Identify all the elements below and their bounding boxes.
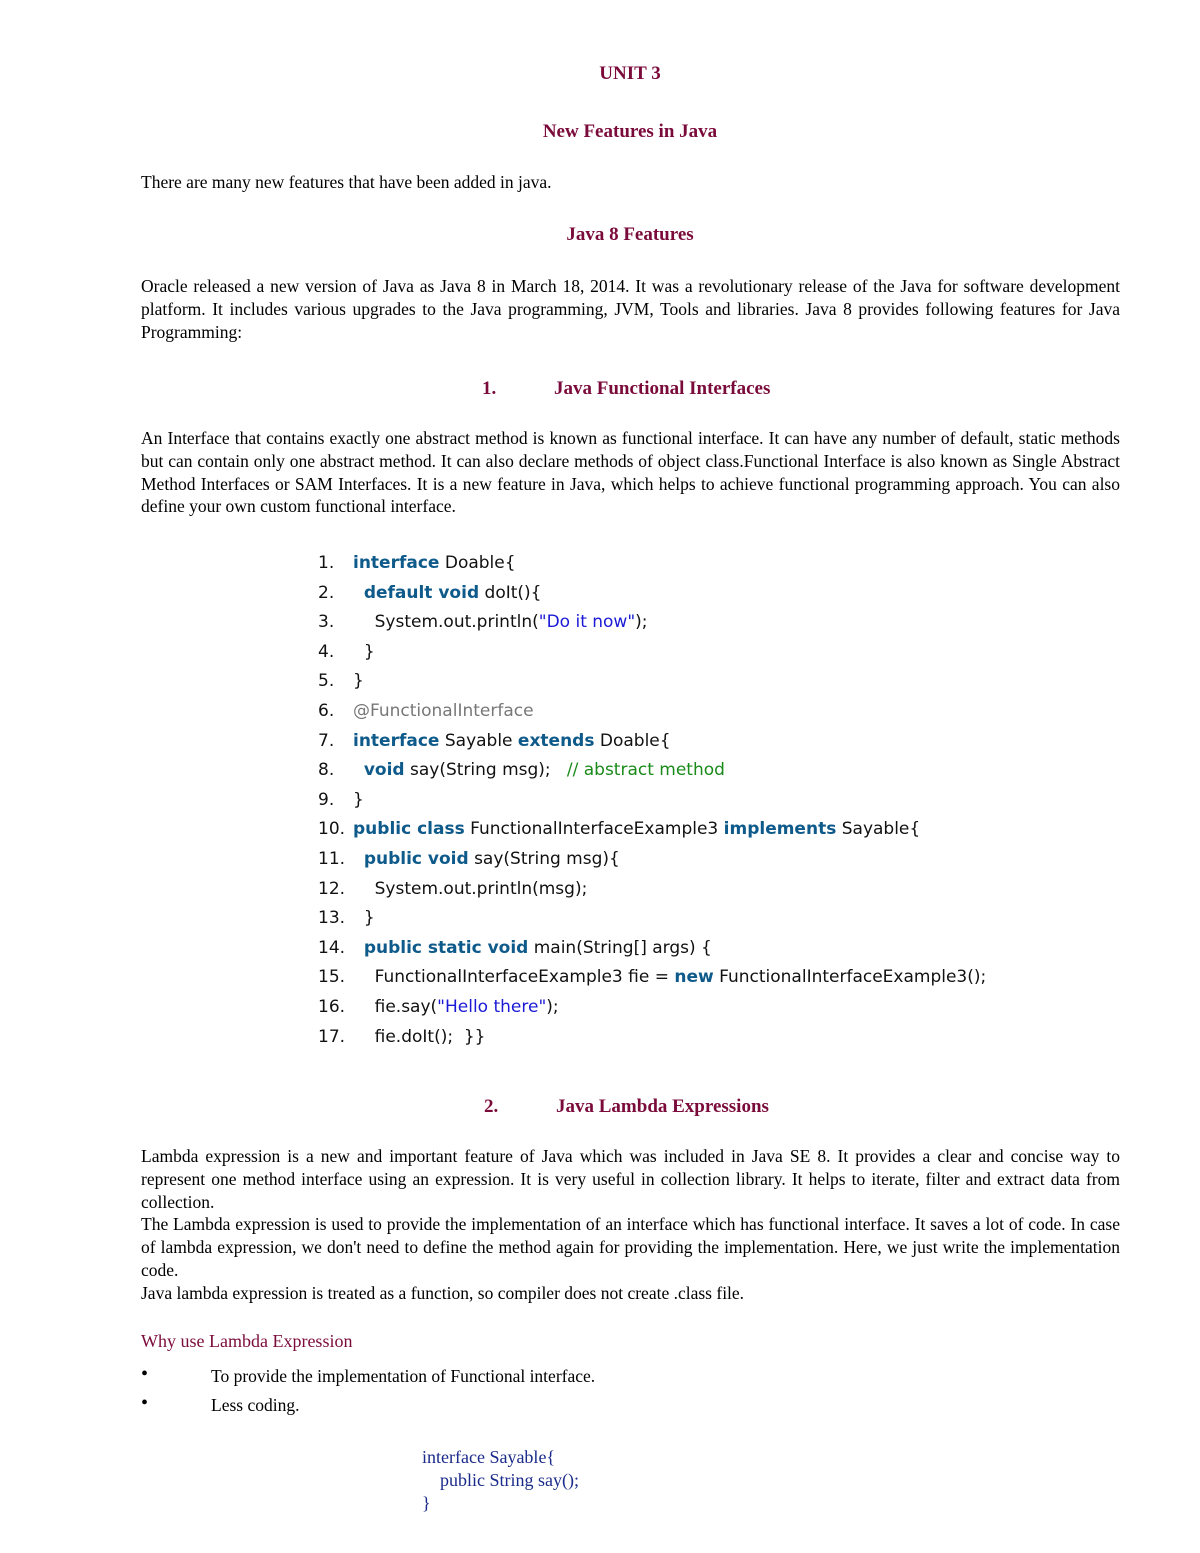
code-line: 4. } (318, 641, 375, 662)
section2-title: Java Lambda Expressions (556, 1096, 769, 1117)
section1-title: Java Functional Interfaces (554, 378, 771, 399)
section1-number: 1. (482, 378, 497, 399)
code-line: } (422, 1492, 431, 1513)
code-line: 12. System.out.println(msg); (318, 878, 588, 899)
functional-interface-code-listing (318, 549, 986, 1052)
document-subtitle: New Features in Java (542, 121, 718, 142)
code-line: 16. fie.say("Hello there"); (318, 996, 559, 1017)
lambda-paragraph-2: The Lambda expression is used to provide the implementation of an interface which has functional interface. It saves a lot of code. In case of lambda expression, we don't need to define the method again for providing the implementation. Here, we just write the implementation code. (141, 1214, 1120, 1280)
code-line: 11. public void say(String msg){ (318, 848, 620, 869)
code-line: 7. interface Sayable extends Doable{ (318, 730, 671, 751)
sayable-code-snippet (422, 1446, 579, 1514)
section2-paragraphs (141, 1145, 1120, 1305)
code-line: 17. fie.doIt(); }} (318, 1026, 486, 1047)
code-line: public String say(); (422, 1469, 579, 1490)
code-line: 5. } (318, 671, 364, 692)
code-line: 2. default void doIt(){ (318, 582, 542, 603)
code-line: interface Sayable{ (422, 1447, 556, 1467)
code-line: 9. } (318, 789, 364, 810)
unit-title: UNIT 3 (599, 63, 661, 84)
code-line: 3. System.out.println("Do it now"); (318, 612, 648, 633)
lambda-paragraph-1: Lambda expression is a new and important feature of Java which was included in Java SE 8. It provides a clear and concise way to represent one method interface using an expression. It is very useful in collection library. It helps to iterate, filter and extract data from collection. (141, 1146, 1120, 1212)
section2-number: 2. (484, 1096, 499, 1117)
code-line: 1. interface Doable{ (318, 553, 516, 573)
intro-paragraph: There are many new features that have been added in java. (141, 172, 552, 192)
code-line: 6. @FunctionalInterface (318, 700, 534, 721)
java8-paragraph: Oracle released a new version of Java as Java 8 in March 18, 2014. It was a revolutionary release of the Java for software development platform. It includes various upgrades to the Java programming, JVM, Tools and libraries. Java 8 provides following features for Java Programming: (141, 276, 1120, 342)
java8-heading: Java 8 Features (566, 224, 694, 245)
document-page: UNIT 3 New Features in Java There are many new features that have been added in java. Java 8 Features Oracle released a new version of Java as Java 8 in March 18, 2014. It was a revolutionary release of the Java for software development platform. It includes various upgrades to the Java programming, JVM, Tools and libraries. Java 8 provides following features for Java Programming: 1. Java Functional Interfaces An Interface that contains exactly one abstract method is known as functional interface. It can have any number of default, static methods but can contain only one abstract method. It can also declare methods of object class.Functional Interface is also known as Single Abstract Method Interfaces or SAM Interfaces. It is a new feature in Java, which helps to achieve functional programming approach. You can also define your own custom functional interface. 1. interface Doable{ 2. default void doIt(){ 3. System.out.println("Do it now"); 4. } 5. } 6. @FunctionalInterface 7. interface Sayable extends Doable{ 8. void say(String msg); // abstract method 9. } 10. public class FunctionalInterfaceExample3 implements Sayable{ 11. public void say(String msg){ 12. System.out.println(msg); 13. } 14. public static void main(String[] args) { 15. FunctionalInterfaceExample3 fie = new FunctionalInterfaceExample3(); 16. fie.say("Hello there"); 17. fie.doIt(); }} 2. Java Lambda Expressions Lambda expression is a new and important feature of Java which was included in Java SE 8. It provides a clear and concise way to represent one method interface using an expression. It is very useful in collection library. It helps to iterate, filter and extract data from collection. The Lambda expression is used to provide the implementation of an interface which has functional interface. It saves a lot of code. In case of lambda expression, we don't need to define the method again for providing the implementation. Here, we just write the implementation code. Java lambda expression is treated as a function, so compiler does not create .class file. Why use Lambda Expression • To provide the implementation of Functional interface. • Less coding. interface Sayable{ public String say(); } (0, 0, 1200, 1553)
code-line: 8. void say(String msg); // abstract method (318, 760, 725, 781)
code-line: 13. } (318, 908, 375, 929)
code-line: 10. public class FunctionalInterfaceExample3 implements Sayable{ (318, 819, 921, 840)
lambda-paragraph-3: Java lambda expression is treated as a function, so compiler does not create .class file. (141, 1282, 745, 1303)
code-line: 14. public static void main(String[] args) { (318, 937, 712, 958)
code-line: 15. FunctionalInterfaceExample3 fie = new FunctionalInterfaceExample3(); (318, 967, 987, 988)
section1-paragraph: An Interface that contains exactly one abstract method is known as functional interface. It can have any number of default, static methods but can contain only one abstract method. It can also declare methods of object class.Functional Interface is also known as Single Abstract Method Interfaces or SAM Interfaces. It is a new feature in Java, which helps to achieve functional programming approach. You can also define your own custom functional interface. (141, 428, 1120, 517)
bullet-icon: • (141, 1363, 149, 1385)
why-lambda-heading: Why use Lambda Expression (141, 1331, 353, 1351)
bullet-icon: • (141, 1392, 149, 1414)
